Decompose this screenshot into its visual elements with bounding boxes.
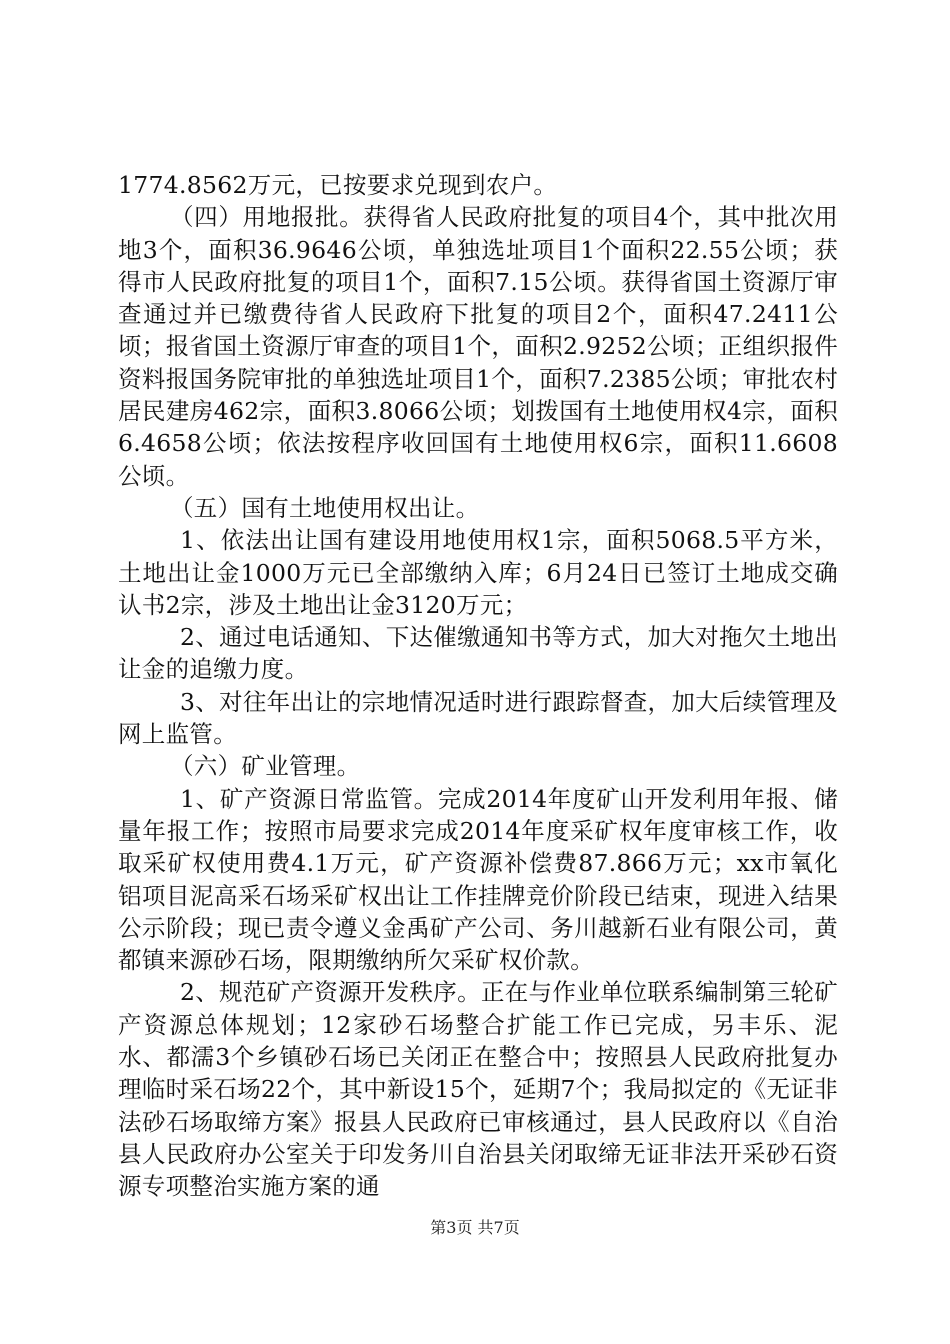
heading-mining-management: （六）矿业管理。 [170,752,361,781]
paragraph-transfer-item-3: 3、对往年出让的宗地情况适时进行跟踪督查，加大后续管理及网上监管。 [118,687,838,749]
paragraph-transfer-item-1: 1、依法出让国有建设用地使用权1宗，面积5068.5平方米，土地出让金1000万元已全部缴纳入库；6月24日已签订土地成交确认书2宗，涉及土地出让金3120万元； [118,526,838,619]
paragraph-mining-item-1: 1、矿产资源日常监管。完成2014年度矿山开发利用年报、储量年报工作；按照市局要求完成2014年度采矿权年度审核工作，收取采矿权使用费4.1万元，矿产资源补偿费87.866万元；xx市氧化铝项目泥高采石场采矿权出让工作挂牌竞价阶段已结束，现进入结果公示阶段；现已责令遵义金禹矿产公司、务川越新石业有限公司，黄都镇来源砂石场，限期缴纳所欠采矿权价款。 [118,784,838,975]
heading-land-transfer: （五）国有土地使用权出让。 [170,493,480,522]
page-footer [0,1215,950,1238]
paragraph-transfer-item-2: 2、通过电话通知、下达催缴通知书等方式，加大对拖欠土地出让金的追缴力度。 [118,623,838,684]
paragraph-mining-item-2: 2、规范矿产资源开发秩序。正在与作业单位联系编制第三轮矿产资源总体规划；12家砂石场整合扩能工作已完成，另丰乐、泥水、都濡3个乡镇砂石场已关闭正在整合中；按照县人民政府批复办理临时采石场22个，其中新设15个，延期7个；我局拟定的《无证非法砂石场取缔方案》报县人民政府已审核通过，县人民政府以《自治县人民政府办公室关于印发务川自治县关闭取缔无证非法开采砂石资源专项整治实施方案的通 [118,978,838,1201]
paragraph-land-approval: （四）用地报批。获得省人民政府批复的项目4个，其中批次用地3个，面积36.9646公顷，单独选址项目1个面积22.55公顷；获得市人民政府批复的项目1个，面积7.15公顷。获得省国土资源厅审查通过并已缴费待省人民政府下批复的项目2个，面积47.2411公顷；报省国土资源厅审查的项目1个，面积2.9252公顷；正组织报件资料报国务院审批的单独选址项目1个，面积7.2385公顷；审批农村居民建房462宗，面积3.8066公顷；划拨国有土地使用权4宗，面积6.4658公顷；依法按程序收回国有土地使用权6宗，面积11.6608公顷。 [118,203,838,490]
paragraph-continuation: 1774.8562万元，已按要求兑现到农户。 [118,171,558,199]
page-number: 第3页 共7页 [430,1218,520,1237]
document-body [118,169,838,1203]
